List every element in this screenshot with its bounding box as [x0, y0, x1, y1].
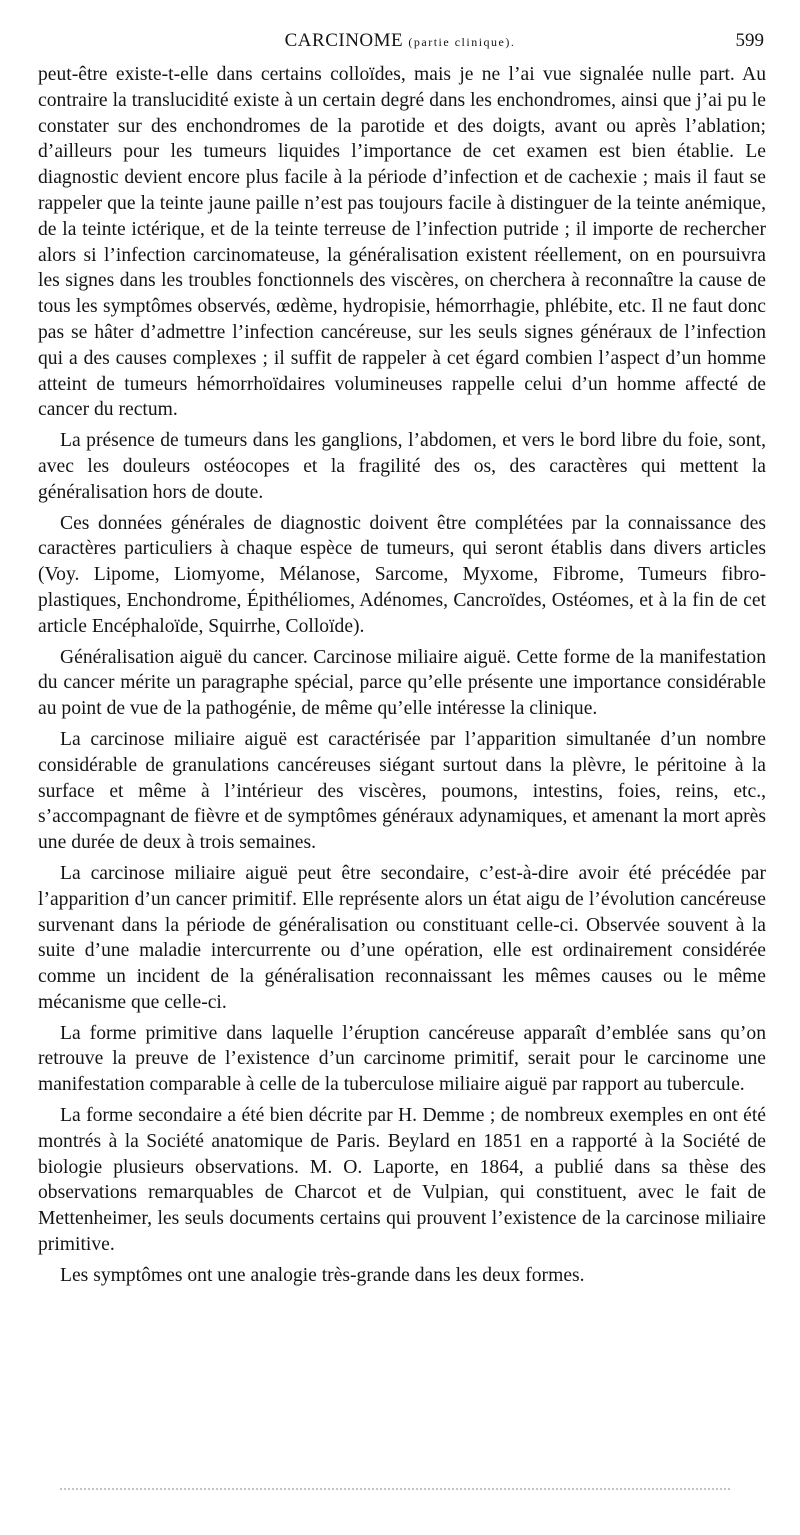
- paragraph: La forme primitive dans laquelle l’éruption cancéreuse apparaît d’emblée sans qu’on retrouve la preuve de l’existence d’un carcinome primitif, serait pour le carcinome une manifestation comparable à celle de la tuberculose miliaire aiguë par rapport au tubercule.: [38, 1022, 766, 1096]
- running-title: [36, 30, 764, 52]
- header-title: CARCINOME: [284, 30, 404, 51]
- paragraph: peut-être existe-t-elle dans certains colloïdes, mais je ne l’ai vue signalée nulle part. Au contraire la translucidité existe à un certain degré dans les enchondromes, ainsi que j’ai pu le constater sur des enchondromes de la parotide et des doigts, avant ou après l’ablation; d’ailleurs pour les tumeurs liquides l’importance de cet examen est bien établie. Le diagnostic devient encore plus facile à la période d’infection et de cachexie ; mais il faut se rappeler que la teinte jaune paille n’est pas toujours facile à distinguer de la teinte anémique, de la teinte ictérique, et de la teinte terreuse de l’infection putride ; il importe de rechercher alors si l’infection carcinomateuse, la généralisation existent réellement, on en poursuivra les signes dans les troubles fonctionnels des viscères, on cherchera à reconnaître la cause de tous les symptômes observés, œdème, hydropisie, hémorrhagie, phlébite, etc. Il ne faut donc pas se hâter d’admettre l’infection cancéreuse, sur les seuls signes généraux de l’infection qui a des causes complexes ; il suffit de rappeler à cet égard combien l’aspect d’un homme atteint de tumeurs hémorrhoïdaires volumineuses rappelle celui d’un homme affecté de cancer du rectum.: [38, 64, 766, 421]
- paragraph: La présence de tumeurs dans les ganglions, l’abdomen, et vers le bord libre du foie, sont, avec les douleurs ostéocopes et la fragilité des os, des caractères qui mettent la généralisation hors de doute.: [38, 430, 766, 503]
- paragraph: La forme secondaire a été bien décrite par H. Demme ; de nombreux exemples en ont été montrés à la Société anatomique de Paris. Beylard en 1851 en a rapporté à la Société de biologie plusieurs observations. M. O. Laporte, en 1864, a publié dans sa thèse des observations remarquables de Charcot et de Vulpian, qui constituent, avec le fait de Mettenheimer, les seuls documents certains qui prouvent l’existence de la carcinose miliaire primitive.: [38, 1105, 766, 1256]
- paragraph: La carcinose miliaire aiguë peut être secondaire, c’est-à-dire avoir été précédée par l’apparition d’un cancer primitif. Elle représente alors un état aigu de l’évolution cancéreuse survenant dans la période de généralisation ou constituant celle-ci. Observée souvent à la suite d’une maladie intercurrente ou d’une opération, elle est ordinairement considérée comme un incident de la généralisation reconnaissant les mêmes causes ou le même mécanisme que celle-ci.: [38, 862, 766, 1013]
- paragraph: La carcinose miliaire aiguë est caractérisée par l’apparition simultanée d’un nombre considérable de granulations cancéreuses siégant surtout dans la plèvre, le péritoine à la surface et même à l’intérieur des viscères, poumons, intestins, foies, reins, etc., s’accompagnant de fièvre et de symptômes généraux adynamiques, et amenant la mort après une durée de deux à trois semaines.: [38, 728, 766, 854]
- section-paragraph: Généralisation aiguë du cancer. Carcinose miliaire aiguë. Cette forme de la manifestation du cancer mérite un paragraphe spécial, parce qu’elle présente une importance considérable au point de vue de la pathogénie, de même qu’elle intéresse la clinique.: [38, 646, 766, 720]
- running-header: [36, 30, 764, 60]
- body-text: [38, 62, 766, 1289]
- paragraph: Les symptômes ont une analogie très-grande dans les deux formes.: [60, 1264, 585, 1286]
- bottom-rule: [60, 1488, 730, 1490]
- paragraph: Ces données générales de diagnostic doivent être complétées par la connaissance des caractères particuliers à chaque espèce de tumeurs, qui seront établis dans divers articles (Voy. Lipome, Liomyome, Mélanose, Sarcome, Myxome, Fibrome, Tumeurs fibro-plastiques, Enchondrome, Épithéliomes, Adénomes, Cancroïdes, Ostéomes, et à la fin de cet article Encéphaloïde, Squirrhe, Colloïde).: [38, 512, 766, 637]
- page-number: 599: [735, 30, 764, 51]
- header-subtitle: (partie clinique).: [408, 35, 516, 49]
